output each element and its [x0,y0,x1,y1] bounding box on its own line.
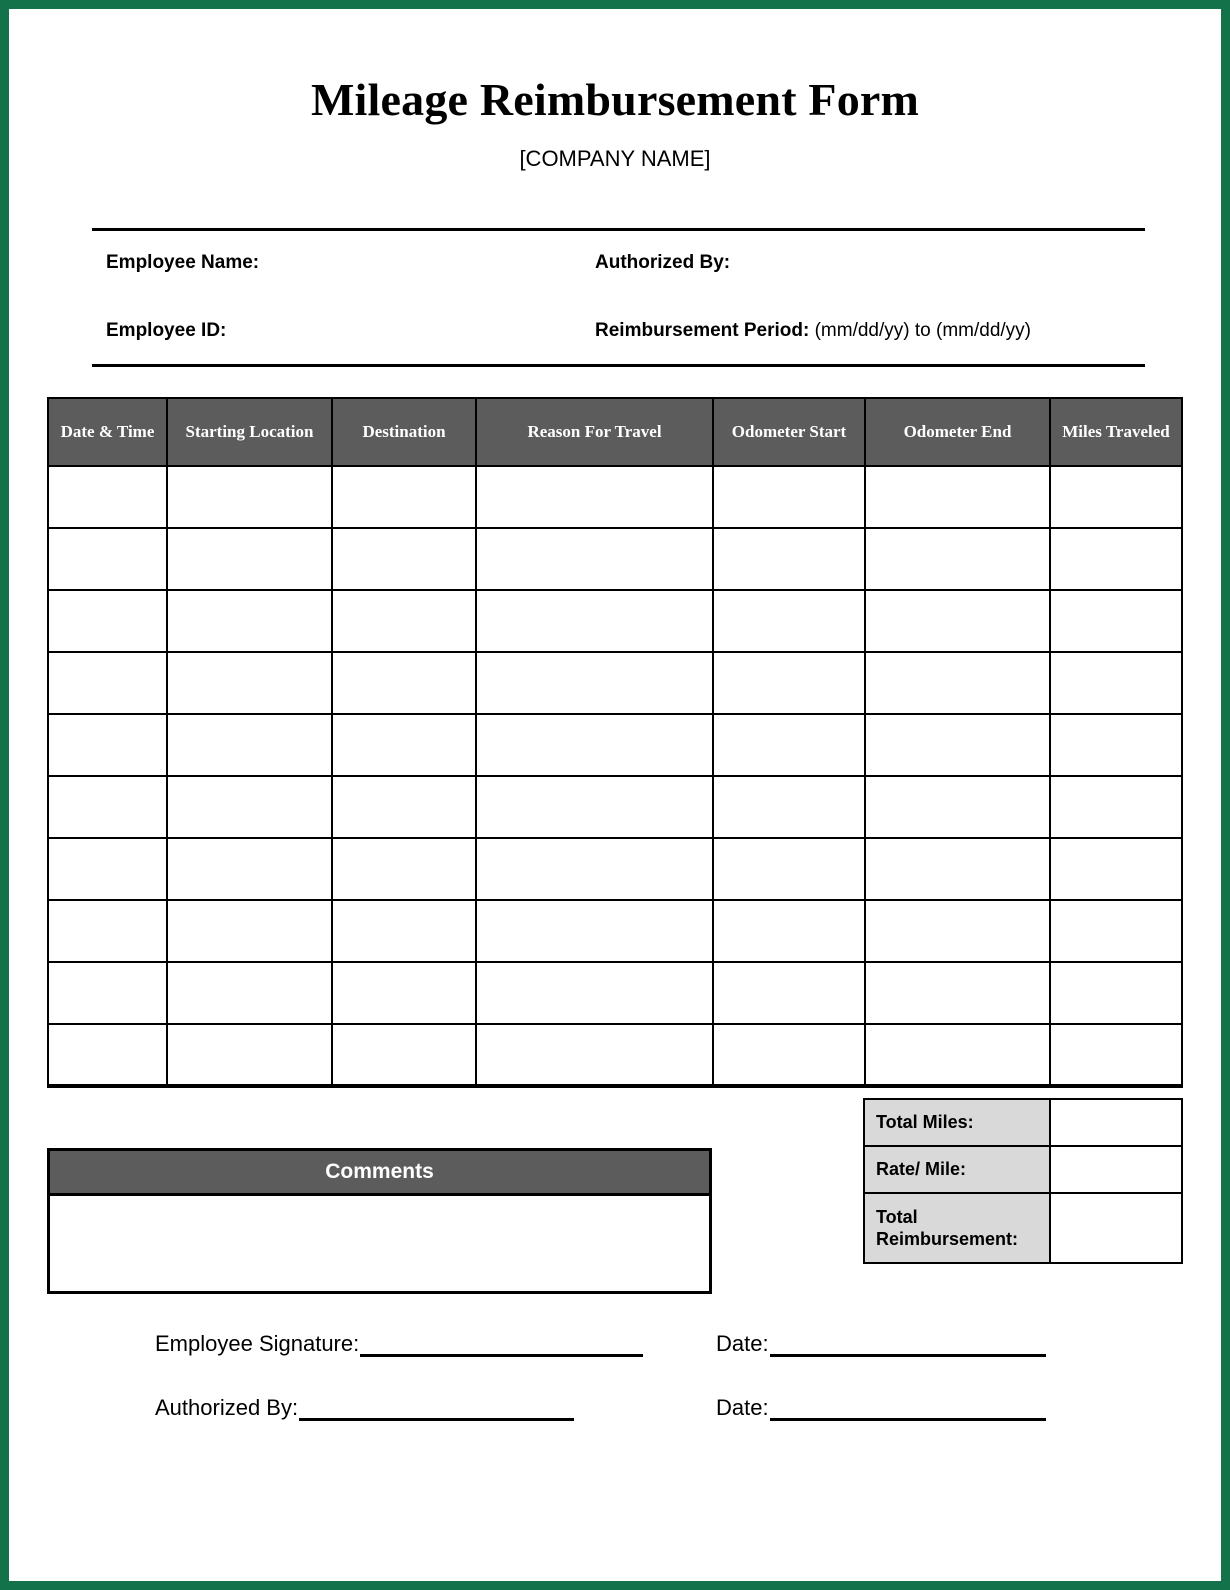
table-cell[interactable] [1050,528,1182,590]
column-header-reason-for-travel: Reason For Travel [476,398,713,466]
table-cell[interactable] [865,776,1050,838]
authorized-by-field[interactable] [299,1399,574,1421]
table-cell[interactable] [476,1024,713,1086]
table-row [48,962,1182,1024]
column-header-starting-location: Starting Location [167,398,332,466]
totals-table [863,1098,1183,1264]
employee-signature-label: Employee Signature: [155,1331,360,1356]
total-miles-value[interactable] [1050,1099,1182,1146]
table-cell[interactable] [865,838,1050,900]
form-sheet [9,9,1221,1581]
table-cell[interactable] [48,1024,167,1086]
info-rule-bottom [92,364,1145,367]
table-row [48,776,1182,838]
table-cell[interactable] [1050,838,1182,900]
total-reimbursement-label: Total Reimbursement: [864,1193,1050,1263]
table-cell[interactable] [167,962,332,1024]
comments-header: Comments [50,1151,709,1196]
table-cell[interactable] [48,714,167,776]
table-cell[interactable] [332,838,476,900]
employee-signature-row [155,1331,643,1357]
table-cell[interactable] [48,466,167,528]
authorized-by-row [155,1395,574,1421]
table-cell[interactable] [332,528,476,590]
total-miles-label: Total Miles: [864,1099,1050,1146]
reimbursement-period-label [595,320,1031,342]
table-cell[interactable] [865,466,1050,528]
date-field-1[interactable] [770,1335,1046,1357]
comments-input[interactable] [50,1196,709,1291]
table-cell[interactable] [865,900,1050,962]
table-cell[interactable] [167,900,332,962]
date-label-1: Date: [716,1331,769,1356]
table-row [48,590,1182,652]
table-cell[interactable] [167,466,332,528]
column-header-destination: Destination [332,398,476,466]
column-header-odometer-start: Odometer Start [713,398,865,466]
table-cell[interactable] [48,900,167,962]
table-cell[interactable] [332,1024,476,1086]
table-cell[interactable] [713,590,865,652]
table-cell[interactable] [167,590,332,652]
table-cell[interactable] [332,962,476,1024]
info-rule-top [92,228,1145,231]
table-cell[interactable] [713,466,865,528]
table-cell[interactable] [167,714,332,776]
table-cell[interactable] [48,590,167,652]
employee-id-label: Employee ID: [106,320,227,341]
table-cell[interactable] [332,652,476,714]
signature-date-row-1 [716,1331,1046,1357]
table-cell[interactable] [1050,900,1182,962]
date-label-2: Date: [716,1395,769,1420]
table-cell[interactable] [48,652,167,714]
table-cell[interactable] [167,528,332,590]
table-row [864,1099,1182,1146]
authorized-by-signature-label: Authorized By: [155,1395,299,1420]
rate-per-mile-value[interactable] [1050,1146,1182,1193]
table-cell[interactable] [865,962,1050,1024]
table-cell[interactable] [713,900,865,962]
rate-per-mile-label: Rate/ Mile: [864,1146,1050,1193]
table-cell[interactable] [865,528,1050,590]
mileage-table [47,397,1183,1088]
table-cell[interactable] [48,962,167,1024]
reimbursement-period-label-text: Reimbursement Period: [595,320,810,341]
column-header-miles-traveled: Miles Traveled [1050,398,1182,466]
table-cell[interactable] [713,962,865,1024]
table-cell[interactable] [1050,962,1182,1024]
table-cell[interactable] [332,900,476,962]
table-cell[interactable] [713,714,865,776]
table-cell[interactable] [332,776,476,838]
table-cell[interactable] [1050,652,1182,714]
mileage-table-header-row [48,398,1182,466]
table-cell[interactable] [713,776,865,838]
table-cell[interactable] [332,466,476,528]
table-row [864,1146,1182,1193]
table-cell[interactable] [476,528,713,590]
reimbursement-period-value: (mm/dd/yy) to (mm/dd/yy) [814,320,1032,341]
table-cell[interactable] [48,776,167,838]
employee-name-label: Employee Name: [106,252,260,273]
table-cell[interactable] [167,776,332,838]
date-field-2[interactable] [770,1399,1046,1421]
table-cell[interactable] [476,466,713,528]
total-reimbursement-value[interactable] [1050,1193,1182,1263]
table-cell[interactable] [713,1024,865,1086]
table-cell[interactable] [1050,714,1182,776]
column-header-odometer-end: Odometer End [865,398,1050,466]
table-cell[interactable] [865,1024,1050,1086]
table-cell[interactable] [167,838,332,900]
table-row [48,652,1182,714]
table-cell[interactable] [865,652,1050,714]
table-cell[interactable] [713,652,865,714]
table-cell[interactable] [476,652,713,714]
table-row [48,466,1182,528]
table-cell[interactable] [476,590,713,652]
table-cell[interactable] [476,776,713,838]
table-cell[interactable] [476,962,713,1024]
authorized-by-label: Authorized By: [595,252,731,273]
table-cell[interactable] [332,714,476,776]
table-cell[interactable] [713,838,865,900]
table-row [48,528,1182,590]
page-title: Mileage Reimbursement Form [310,74,920,125]
table-cell[interactable] [48,838,167,900]
table-cell[interactable] [865,714,1050,776]
table-cell[interactable] [48,528,167,590]
table-cell[interactable] [167,652,332,714]
column-header-date-time: Date & Time [48,398,167,466]
table-cell[interactable] [1050,466,1182,528]
table-cell[interactable] [1050,1024,1182,1086]
table-row [48,838,1182,900]
table-cell[interactable] [1050,776,1182,838]
company-name-placeholder: [COMPANY NAME] [519,146,711,171]
table-cell[interactable] [476,900,713,962]
mileage-table-body [48,466,1182,1086]
table-row [48,1024,1182,1086]
table-cell[interactable] [476,838,713,900]
comments-box [47,1148,712,1294]
employee-signature-field[interactable] [360,1335,643,1357]
table-cell[interactable] [865,590,1050,652]
table-cell[interactable] [167,1024,332,1086]
signature-date-row-2 [716,1395,1046,1421]
table-cell[interactable] [332,590,476,652]
table-cell[interactable] [1050,590,1182,652]
table-row [48,900,1182,962]
table-row [48,714,1182,776]
table-cell[interactable] [713,528,865,590]
table-row [864,1193,1182,1263]
table-cell[interactable] [476,714,713,776]
